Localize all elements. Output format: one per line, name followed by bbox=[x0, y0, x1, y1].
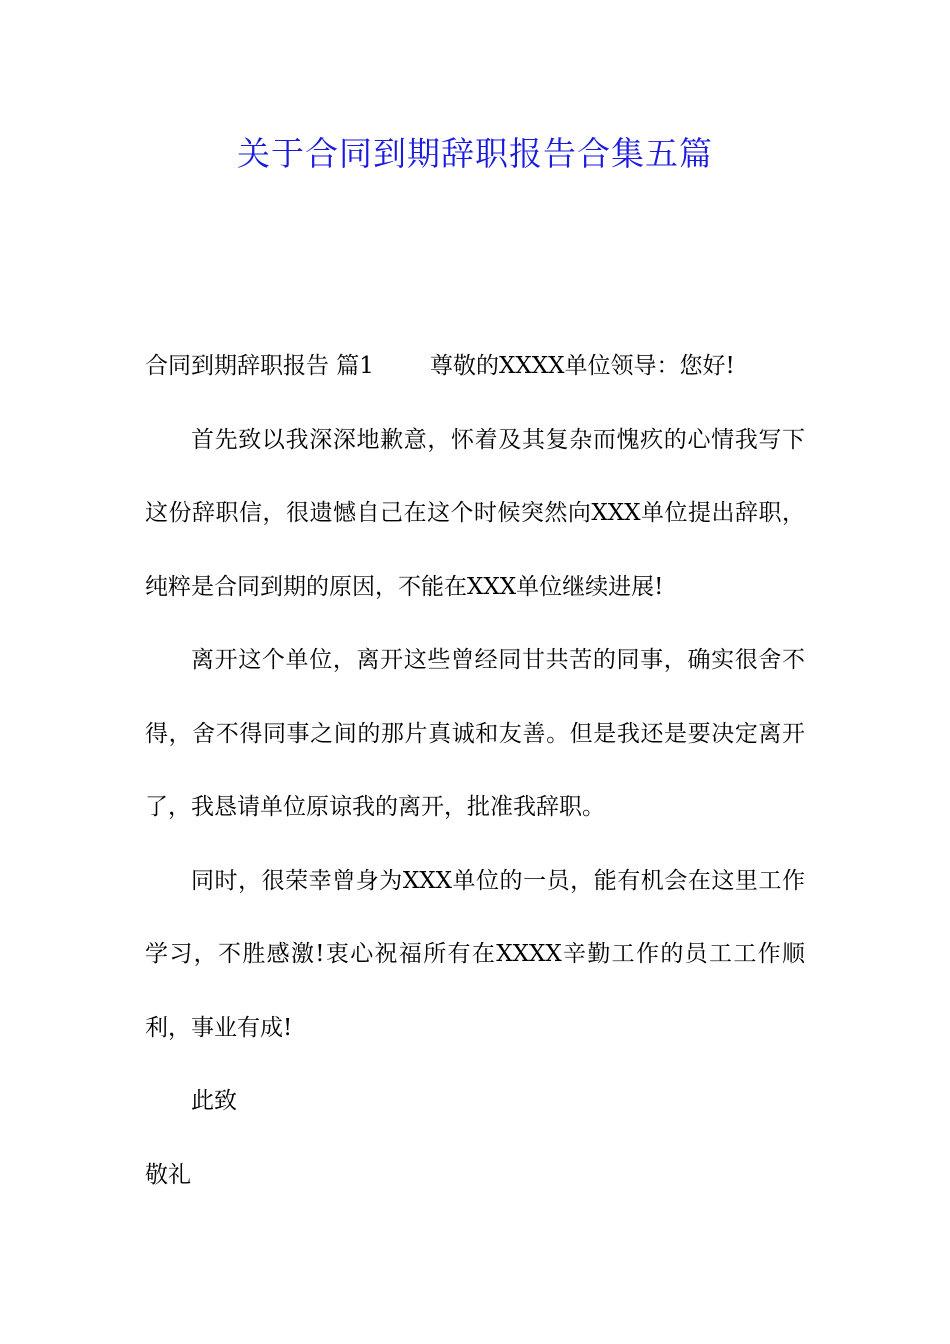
paragraph-2: 离开这个单位，离开这些曾经同甘共苦的同事，确实很舍不得，舍不得同事之间的那片真诚和友善。但是我还是要决定离开了，我恳请单位原谅我的离开，批准我辞职。 bbox=[145, 647, 805, 820]
paragraph-1: 首先致以我深深地歉意，怀着及其复杂而愧疚的心情我写下这份辞职信，很遗憾自己在这个时候突然向XXX单位提出辞职，纯粹是合同到期的原因，不能在XXX单位继续进展! bbox=[145, 426, 805, 600]
closing-line-1: 此致 bbox=[191, 1088, 237, 1114]
heading-line bbox=[145, 330, 805, 404]
salutation: 尊敬的XXXX单位领导：您好! bbox=[429, 353, 735, 379]
document-title: 关于合同到期辞职报告合集五篇 bbox=[237, 134, 713, 173]
section-heading: 合同到期辞职报告 篇1 bbox=[145, 353, 374, 379]
paragraph-3: 同时，很荣幸曾身为XXX单位的一员，能有机会在这里工作学习，不胜感激!衷心祝福所有在XXXX辛勤工作的员工工作顺利，事业有成! bbox=[145, 867, 805, 1041]
closing-line-2: 敬礼 bbox=[145, 1161, 191, 1188]
document-body bbox=[145, 330, 805, 1212]
